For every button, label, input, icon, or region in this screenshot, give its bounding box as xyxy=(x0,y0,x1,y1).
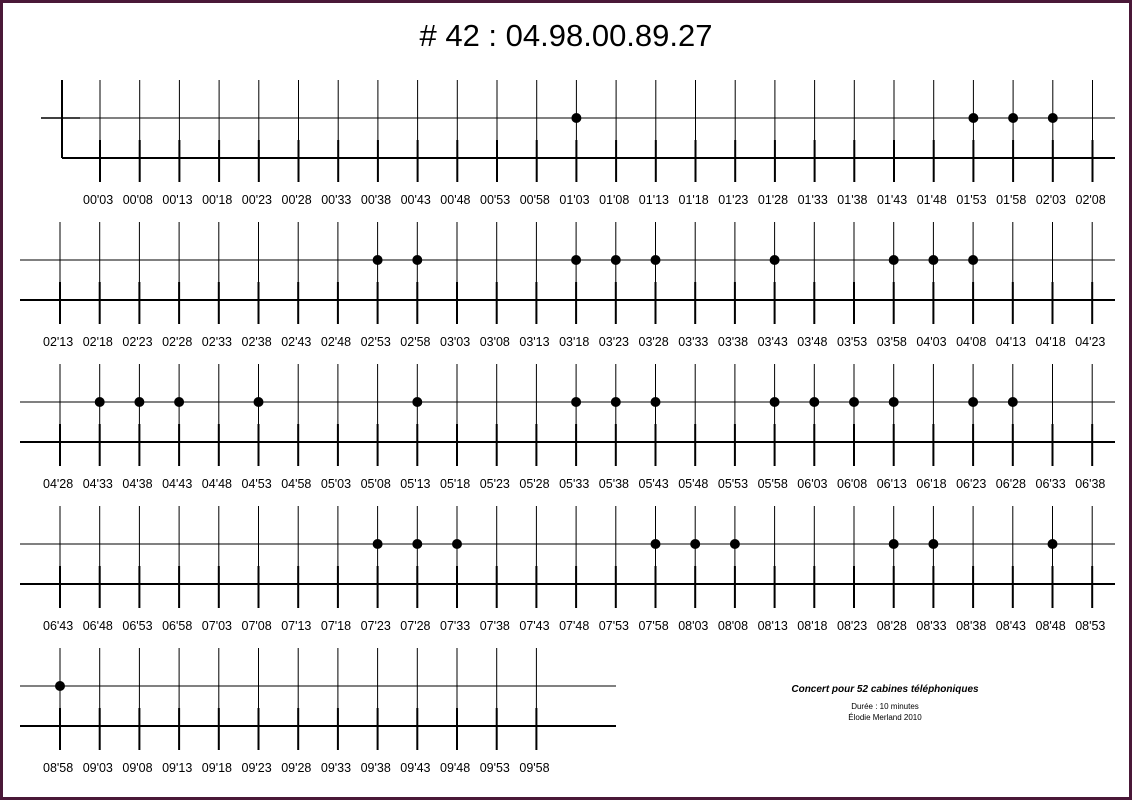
time-label: 06'33 xyxy=(1035,477,1066,491)
time-label: 02'03 xyxy=(1035,193,1066,207)
call-dot xyxy=(134,397,144,407)
time-label: 05'38 xyxy=(598,477,629,491)
time-label: 05'48 xyxy=(678,477,709,491)
credits-duration: Durée : 10 minutes xyxy=(851,702,919,711)
call-dot xyxy=(254,397,264,407)
call-dot xyxy=(1048,539,1058,549)
time-label: 06'58 xyxy=(162,619,193,633)
time-label: 02'58 xyxy=(400,335,431,349)
call-dot xyxy=(571,397,581,407)
time-label: 00'23 xyxy=(241,193,272,207)
time-label: 03'03 xyxy=(440,335,471,349)
time-label: 05'58 xyxy=(757,477,788,491)
time-label: 01'08 xyxy=(599,193,630,207)
call-dot xyxy=(968,397,978,407)
call-dot xyxy=(373,255,383,265)
call-dot xyxy=(452,539,462,549)
time-label: 06'08 xyxy=(837,477,868,491)
time-label: 03'23 xyxy=(598,335,629,349)
call-dot xyxy=(651,255,661,265)
time-label: 08'03 xyxy=(678,619,709,633)
time-label: 00'13 xyxy=(162,193,193,207)
time-label: 02'23 xyxy=(122,335,153,349)
call-dot xyxy=(611,397,621,407)
time-label: 06'48 xyxy=(82,619,113,633)
time-label: 01'58 xyxy=(996,193,1027,207)
call-dot xyxy=(611,255,621,265)
call-dot xyxy=(55,681,65,691)
time-label: 07'38 xyxy=(479,619,510,633)
time-label: 06'38 xyxy=(1075,477,1106,491)
time-label: 07'43 xyxy=(519,619,550,633)
time-label: 05'13 xyxy=(400,477,431,491)
time-label: 01'03 xyxy=(559,193,590,207)
call-dot xyxy=(849,397,859,407)
time-label: 00'43 xyxy=(400,193,431,207)
time-label: 00'53 xyxy=(480,193,511,207)
time-label: 01'13 xyxy=(638,193,669,207)
time-label: 08'13 xyxy=(757,619,788,633)
time-label: 08'08 xyxy=(717,619,749,633)
time-label: 09'28 xyxy=(281,761,312,775)
call-dot xyxy=(968,113,978,123)
call-dot xyxy=(889,397,899,407)
call-dot xyxy=(412,397,422,407)
time-label: 02'13 xyxy=(43,335,74,349)
time-label: 04'18 xyxy=(1035,335,1066,349)
time-label: 08'33 xyxy=(916,619,947,633)
credits-title: Concert pour 52 cabines téléphoniques xyxy=(791,684,979,695)
time-label: 04'48 xyxy=(201,477,232,491)
time-label: 05'53 xyxy=(717,477,749,491)
time-label: 01'43 xyxy=(877,193,908,207)
time-label: 00'48 xyxy=(440,193,471,207)
call-dot xyxy=(1008,113,1018,123)
call-dot xyxy=(889,255,899,265)
time-label: 09'58 xyxy=(519,761,550,775)
time-label: 04'53 xyxy=(241,477,272,491)
time-label: 06'23 xyxy=(956,477,987,491)
time-label: 04'08 xyxy=(956,335,987,349)
call-dot xyxy=(412,255,422,265)
time-label: 02'53 xyxy=(360,335,391,349)
time-label: 03'08 xyxy=(479,335,510,349)
time-label: 03'53 xyxy=(837,335,868,349)
time-label: 07'28 xyxy=(400,619,431,633)
call-dot xyxy=(928,255,938,265)
time-label: 02'48 xyxy=(320,335,352,349)
call-dot xyxy=(730,539,740,549)
time-label: 01'33 xyxy=(797,193,828,207)
time-label: 09'03 xyxy=(82,761,113,775)
time-label: 06'13 xyxy=(876,477,907,491)
call-dot xyxy=(651,539,661,549)
call-dot xyxy=(889,539,899,549)
call-dot xyxy=(968,255,978,265)
time-label: 07'03 xyxy=(201,619,232,633)
time-label: 00'03 xyxy=(83,193,114,207)
call-dot xyxy=(770,397,780,407)
time-label: 04'58 xyxy=(281,477,312,491)
time-label: 03'43 xyxy=(757,335,788,349)
call-dot xyxy=(174,397,184,407)
time-label: 01'53 xyxy=(956,193,987,207)
call-dot xyxy=(809,397,819,407)
time-label: 04'28 xyxy=(43,477,74,491)
time-label: 09'33 xyxy=(320,761,352,775)
time-label: 04'43 xyxy=(162,477,193,491)
time-label: 09'18 xyxy=(201,761,232,775)
time-label: 06'03 xyxy=(797,477,828,491)
time-label: 00'33 xyxy=(321,193,352,207)
time-label: 04'23 xyxy=(1075,335,1106,349)
time-label: 09'08 xyxy=(122,761,153,775)
call-dot xyxy=(95,397,105,407)
time-label: 07'23 xyxy=(360,619,391,633)
credits-author: Élodie Merland 2010 xyxy=(848,713,922,722)
time-label: 05'03 xyxy=(320,477,352,491)
time-label: 06'28 xyxy=(995,477,1026,491)
time-label: 05'08 xyxy=(360,477,391,491)
call-dot xyxy=(571,255,581,265)
time-label: 03'18 xyxy=(559,335,590,349)
time-label: 02'18 xyxy=(82,335,113,349)
time-label: 07'33 xyxy=(440,619,471,633)
time-label: 00'08 xyxy=(122,193,153,207)
time-label: 00'38 xyxy=(360,193,392,207)
call-dot xyxy=(690,539,700,549)
time-label: 08'38 xyxy=(956,619,987,633)
time-label: 01'23 xyxy=(718,193,749,207)
time-label: 02'28 xyxy=(162,335,193,349)
time-label: 04'38 xyxy=(122,477,153,491)
time-label: 02'33 xyxy=(201,335,232,349)
credits-block xyxy=(760,684,1010,723)
time-label: 07'08 xyxy=(241,619,272,633)
time-label: 04'03 xyxy=(916,335,947,349)
time-label: 03'38 xyxy=(717,335,749,349)
time-label: 08'18 xyxy=(797,619,828,633)
time-label: 00'58 xyxy=(519,193,550,207)
call-dot xyxy=(928,539,938,549)
time-label: 03'48 xyxy=(797,335,828,349)
time-label: 08'53 xyxy=(1075,619,1106,633)
time-label: 08'23 xyxy=(837,619,868,633)
time-label: 05'33 xyxy=(559,477,590,491)
time-label: 04'33 xyxy=(82,477,113,491)
call-dot xyxy=(651,397,661,407)
call-dot xyxy=(373,539,383,549)
time-label: 07'13 xyxy=(281,619,312,633)
time-label: 05'18 xyxy=(440,477,471,491)
time-label: 07'18 xyxy=(320,619,352,633)
time-label: 05'28 xyxy=(519,477,550,491)
page-title: # 42 : 04.98.00.89.27 xyxy=(419,18,713,53)
time-label: 03'33 xyxy=(678,335,709,349)
time-label: 06'18 xyxy=(916,477,947,491)
time-label: 05'23 xyxy=(479,477,510,491)
time-label: 06'43 xyxy=(43,619,74,633)
time-label: 01'18 xyxy=(678,193,709,207)
call-dot xyxy=(770,255,780,265)
time-label: 01'38 xyxy=(837,193,868,207)
time-label: 08'28 xyxy=(876,619,907,633)
time-label: 03'13 xyxy=(519,335,550,349)
time-label: 07'48 xyxy=(559,619,590,633)
time-label: 09'23 xyxy=(241,761,272,775)
call-dot xyxy=(1008,397,1018,407)
time-label: 00'18 xyxy=(202,193,233,207)
call-dot xyxy=(412,539,422,549)
time-label: 06'53 xyxy=(122,619,153,633)
time-label: 01'48 xyxy=(916,193,947,207)
time-label: 09'53 xyxy=(479,761,510,775)
time-label: 00'28 xyxy=(281,193,312,207)
call-dot xyxy=(571,113,581,123)
time-label: 07'53 xyxy=(598,619,629,633)
time-label: 08'58 xyxy=(43,761,74,775)
time-label: 09'48 xyxy=(440,761,471,775)
time-label: 05'43 xyxy=(638,477,669,491)
time-label: 02'08 xyxy=(1075,193,1106,207)
time-label: 03'58 xyxy=(876,335,907,349)
time-label: 09'13 xyxy=(162,761,193,775)
time-label: 09'43 xyxy=(400,761,431,775)
time-label: 09'38 xyxy=(360,761,391,775)
call-dot xyxy=(1048,113,1058,123)
time-label: 08'48 xyxy=(1035,619,1066,633)
time-label: 07'58 xyxy=(638,619,669,633)
time-label: 08'43 xyxy=(995,619,1026,633)
time-label: 04'13 xyxy=(995,335,1026,349)
time-label: 01'28 xyxy=(757,193,789,207)
time-label: 03'28 xyxy=(638,335,669,349)
time-label: 02'43 xyxy=(281,335,312,349)
time-label: 02'38 xyxy=(241,335,272,349)
